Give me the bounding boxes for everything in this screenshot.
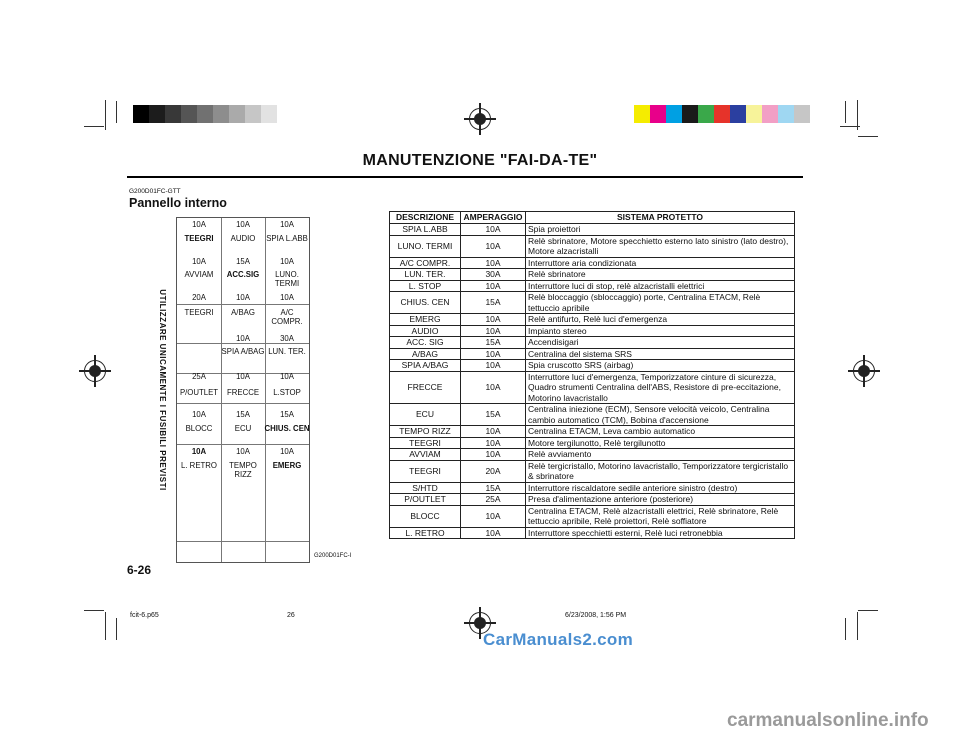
color-swatch [730,105,746,123]
fuse-label: AUDIO [230,234,256,243]
fuse-label: 10A [236,220,250,229]
fuse-label: 25A [192,372,206,381]
header-description: DESCRIZIONE [390,212,461,224]
fuse-label: ACC.SIG [226,270,260,279]
color-swatch [149,105,165,123]
registration-mark-right [853,360,875,382]
amperage-cell: 25A [461,494,526,506]
table-row [390,280,795,292]
system-cell: Centralina ETACM, Leva cambio automatico [526,426,795,438]
color-swatch [634,105,650,123]
table-row [390,426,795,438]
amperage-cell: 15A [461,404,526,426]
description-cell: L. RETRO [390,527,461,539]
description-cell: LUN. TER. [390,269,461,281]
table-row [390,269,795,281]
watermark-carmanualsonline: carmanualsonline.info [727,710,929,731]
system-cell: Centralina iniezione (ECM), Sensore velocità veicolo, Centralina cambio automatico (TCM), Bobina d'accensione [526,404,795,426]
description-cell: TEMPO RIZZ [390,426,461,438]
fuse-label: SPIA A/BAG [221,347,265,356]
table-row [390,325,795,337]
amperage-cell: 10A [461,224,526,236]
color-swatch [778,105,794,123]
fuse-label: TEEGRI [184,308,214,317]
amperage-cell: 20A [461,460,526,482]
fuse-label: LUN. TER. [268,347,306,356]
system-cell: Interruttore luci d'emergenza, Temporizzatore cinture di sicurezza, Quadro strumenti Centralina dell'ABS, Resistore di pre-eccitazione, Motorino lavacristallo [526,371,795,404]
fuse-label: TEEGRI [184,234,214,243]
system-cell: Interruttore riscaldatore sedile anteriore sinistro (destro) [526,482,795,494]
fuse-label: SPIA L.ABB [266,234,308,243]
fuse-label: 10A [280,257,294,266]
color-swatch [682,105,698,123]
panel-side-text: UTILIZZARE UNICAMENTE I FUSIBILI PREVISTI [158,289,167,491]
fuse-label: LUNO. TERMI [274,270,300,288]
fuse-label: 10A [192,220,206,229]
color-swatch [794,105,810,123]
footer-file: fcit-6.p65 [130,612,159,619]
table-row [390,348,795,360]
table-row [390,404,795,426]
system-cell: Interruttore aria condizionata [526,257,795,269]
color-swatch [277,105,293,123]
fuse-label: BLOCC [185,424,213,433]
description-cell: S/HTD [390,482,461,494]
registration-mark-top [469,108,491,130]
fuse-label: 10A [236,447,250,456]
fuse-label: 10A [280,372,294,381]
fuse-label: FRECCE [226,388,260,397]
color-swatch [746,105,762,123]
system-cell: Impianto stereo [526,325,795,337]
system-cell: Spia cruscotto SRS (airbag) [526,360,795,372]
description-cell: ACC. SIG [390,337,461,349]
description-cell: BLOCC [390,505,461,527]
description-cell: TEEGRI [390,437,461,449]
fuse-label: 10A [280,293,294,302]
table-header-row [390,212,795,224]
watermark-carmanuals2: CarManuals2.com [483,630,633,649]
fuse-table [389,211,795,539]
table-row [390,257,795,269]
fuse-label: A/C COMPR. [271,308,303,326]
amperage-cell: 15A [461,337,526,349]
description-cell: SPIA A/BAG [390,360,461,372]
page-number: 6-26 [127,563,152,577]
amperage-cell: 10A [461,235,526,257]
title-rule [127,176,803,178]
amperage-cell: 10A [461,426,526,438]
color-swatch [666,105,682,123]
system-cell: Relè tergicristallo, Motorino lavacristallo, Temporizzatore tergicristallo & sbrinatore [526,460,795,482]
system-cell: Centralina del sistema SRS [526,348,795,360]
amperage-cell: 10A [461,325,526,337]
amperage-cell: 15A [461,292,526,314]
fuse-label: ECU [234,424,252,433]
color-swatch [714,105,730,123]
gray-scale-bars [133,105,293,123]
color-swatch [698,105,714,123]
description-cell: A/BAG [390,348,461,360]
fuse-label: EMERG [272,461,302,470]
fuse-label: 20A [192,293,206,302]
amperage-cell: 10A [461,371,526,404]
description-cell: ECU [390,404,461,426]
system-cell: Relè sbrinatore [526,269,795,281]
fuse-label: 15A [280,410,294,419]
footer-date: 6/23/2008, 1:56 PM [565,612,627,619]
page-title: MANUTENZIONE "FAI-DA-TE" [362,152,598,169]
color-swatch [213,105,229,123]
amperage-cell: 10A [461,280,526,292]
system-cell: Presa d'alimentazione anteriore (posteriore) [526,494,795,506]
fuse-label: TEMPO RIZZ [229,461,257,479]
fuse-label: L. RETRO [181,461,217,470]
table-row [390,449,795,461]
footer-page: 26 [287,612,295,619]
system-cell: Relè antifurto, Relè luci d'emergenza [526,314,795,326]
description-cell: CHIUS. CEN [390,292,461,314]
description-cell: SPIA L.ABB [390,224,461,236]
description-cell: LUNO. TERMI [390,235,461,257]
description-cell: AUDIO [390,325,461,337]
color-swatch [229,105,245,123]
amperage-cell: 10A [461,257,526,269]
table-row [390,235,795,257]
table-row [390,505,795,527]
fuse-label: 10A [280,447,294,456]
amperage-cell: 10A [461,449,526,461]
table-row [390,527,795,539]
table-row [390,337,795,349]
header-amperage: AMPERAGGIO [461,212,526,224]
fuse-label: 10A [236,372,250,381]
description-cell: L. STOP [390,280,461,292]
table-row [390,482,795,494]
section-subtitle: Pannello interno [129,196,227,210]
system-cell: Centralina ETACM, Relè alzacristalli elettrici, Relè sbrinatore, Relè tettuccio apribile, Relè proiettori, Relè soffiatore [526,505,795,527]
fuse-label: AVVIAM [184,270,214,279]
amperage-cell: 10A [461,314,526,326]
table-row [390,437,795,449]
description-cell: EMERG [390,314,461,326]
system-cell: Relè bloccaggio (sbloccaggio) porte, Centralina ETACM, Relè tettuccio apribile [526,292,795,314]
amperage-cell: 30A [461,269,526,281]
fuse-label: L.STOP [273,388,301,397]
doc-code: G200D01FC-GTT [129,188,181,195]
fuse-label: 10A [192,410,206,419]
table-row [390,224,795,236]
fuse-label: 10A [280,220,294,229]
fuse-label: 10A [191,447,207,456]
color-swatch [165,105,181,123]
description-cell: FRECCE [390,371,461,404]
color-swatch [650,105,666,123]
fuse-label: A/BAG [231,308,255,317]
system-cell: Interruttore luci di stop, relè alzacristalli elettrici [526,280,795,292]
color-swatch [261,105,277,123]
system-cell: Relè sbrinatore, Motore specchietto esterno lato sinistro (lato destro), Motore alzacristalli [526,235,795,257]
amperage-cell: 10A [461,360,526,372]
system-cell: Interruttore specchietti esterni, Relè luci retronebbia [526,527,795,539]
fuse-label: 10A [192,257,206,266]
fuse-label: 10A [236,293,250,302]
amperage-cell: 10A [461,505,526,527]
color-swatch [245,105,261,123]
table-row [390,292,795,314]
system-cell: Relè avviamento [526,449,795,461]
fuse-label: P/OUTLET [179,388,219,397]
fuse-panel-diagram [176,217,310,563]
system-cell: Accendisigari [526,337,795,349]
fuse-label: 15A [236,257,250,266]
table-row [390,371,795,404]
color-calibration-bars [634,105,810,123]
description-cell: AVVIAM [390,449,461,461]
fuse-label: 15A [236,410,250,419]
table-row [390,360,795,372]
fuse-label: 30A [280,334,294,343]
amperage-cell: 10A [461,348,526,360]
panel-image-code: G200D01FC-I [314,553,352,559]
table-row [390,494,795,506]
description-cell: TEEGRI [390,460,461,482]
amperage-cell: 10A [461,437,526,449]
color-swatch [197,105,213,123]
header-protected-system: SISTEMA PROTETTO [526,212,795,224]
table-row [390,460,795,482]
table-row [390,314,795,326]
fuse-label: 10A [236,334,250,343]
fuse-label: CHIUS. CEN [264,424,310,433]
system-cell: Motore tergilunotto, Relè tergilunotto [526,437,795,449]
registration-mark-left [84,360,106,382]
description-cell: A/C COMPR. [390,257,461,269]
color-swatch [181,105,197,123]
description-cell: P/OUTLET [390,494,461,506]
color-swatch [762,105,778,123]
amperage-cell: 10A [461,527,526,539]
color-swatch [133,105,149,123]
amperage-cell: 15A [461,482,526,494]
system-cell: Spia proiettori [526,224,795,236]
